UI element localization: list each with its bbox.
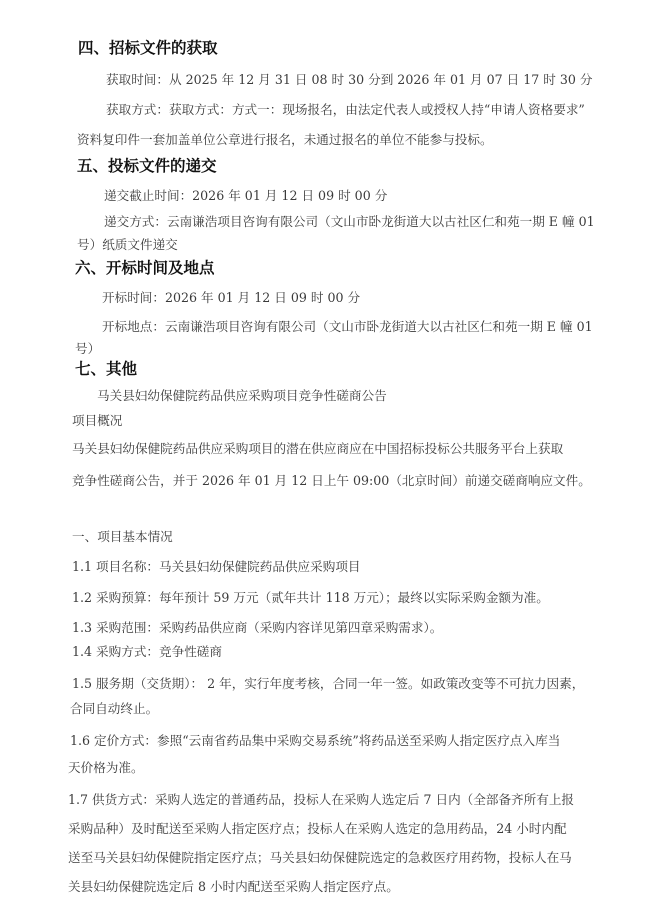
section-heading-7: 七、其他 xyxy=(75,360,138,378)
text-line: 项目概况 xyxy=(72,413,123,428)
text-line: 1.5 服务期（交货期）： 2 年，实行年度考核，合同一年一签。如政策改变等不可抗力因素， xyxy=(72,676,585,691)
text-line: 合同自动终止。 xyxy=(70,701,159,716)
text-line: 开标地点：云南谦浩项目咨询有限公司（文山市卧龙街道大以古社区仁和苑一期 E 幢 01 xyxy=(102,319,593,334)
section-heading-4: 四、招标文件的获取 xyxy=(78,39,218,57)
text-line: 开标时间：2026 年 01 月 12 日 09 时 00 分 xyxy=(102,290,361,305)
text-line: 递交截止时间：2026 年 01 月 12 日 09 时 00 分 xyxy=(104,188,388,203)
section-heading-6: 六、开标时间及地点 xyxy=(75,259,215,277)
text-line: 1.1 项目名称：马关县妇幼保健院药品供应采购项目 xyxy=(72,559,361,574)
text-line: 1.4 采购方式：竞争性磋商 xyxy=(72,644,222,659)
text-line: 号）纸质文件递交 xyxy=(77,237,178,252)
section-heading-5: 五、投标文件的递交 xyxy=(77,157,217,175)
text-line: 资料复印件一套加盖单位公章进行报名，未通过报名的单位不能参与投标。 xyxy=(77,132,493,147)
text-line: 1.6 定价方式：参照“云南省药品集中采购交易系统”将药品送至采购人指定医疗点入库当 xyxy=(70,733,561,748)
text-line: 1.3 采购范围：采购药品供应商（采购内容详见第四章采购需求）。 xyxy=(72,620,443,635)
text-line: 采购品种）及时配送至采购人指定医疗点；投标人在采购人选定的急用药品，24 小时内配 xyxy=(68,821,567,836)
text-line: 1.7 供货方式：采购人选定的普通药品，投标人在采购人选定后 7 日内（全部备齐所有上报 xyxy=(68,792,575,807)
text-line: 天价格为准。 xyxy=(68,760,144,775)
text-line: 获取方式：获取方式：方式一：现场报名，由法定代表人或授权人持“申请人资格要求” xyxy=(106,102,585,117)
text-line: 1.2 采购预算：每年预计 59 万元（贰年共计 118 万元）；最终以实际采购金额为准。 xyxy=(72,590,549,605)
basic-heading: 一、项目基本情况 xyxy=(72,529,173,544)
text-line: 竞争性磋商公告，并于 2026 年 01 月 12 日上午 09:00（北京时间）前递交磋商响应文件。 xyxy=(72,473,591,488)
text-line: 递交方式：云南谦浩项目咨询有限公司（文山市卧龙街道大以古社区仁和苑一期 E 幢 01 xyxy=(104,214,595,229)
text-line: 马关县妇幼保健院药品供应采购项目的潜在供应商应在中国招标投标公共服务平台上获取 xyxy=(72,441,564,456)
text-line: 马关县妇幼保健院药品供应采购项目竞争性磋商公告 xyxy=(97,388,387,403)
text-line: 获取时间：从 2025 年 12 月 31 日 08 时 30 分到 2026 年 01 月 07 日 17 时 30 分 xyxy=(106,72,593,87)
text-line: 送至马关县妇幼保健院指定医疗点；马关县妇幼保健院选定的急救医疗用药物，投标人在马 xyxy=(68,850,572,865)
text-line: 号） xyxy=(75,341,101,356)
text-line: 关县妇幼保健院选定后 8 小时内配送至采购人指定医疗点。 xyxy=(68,879,399,894)
